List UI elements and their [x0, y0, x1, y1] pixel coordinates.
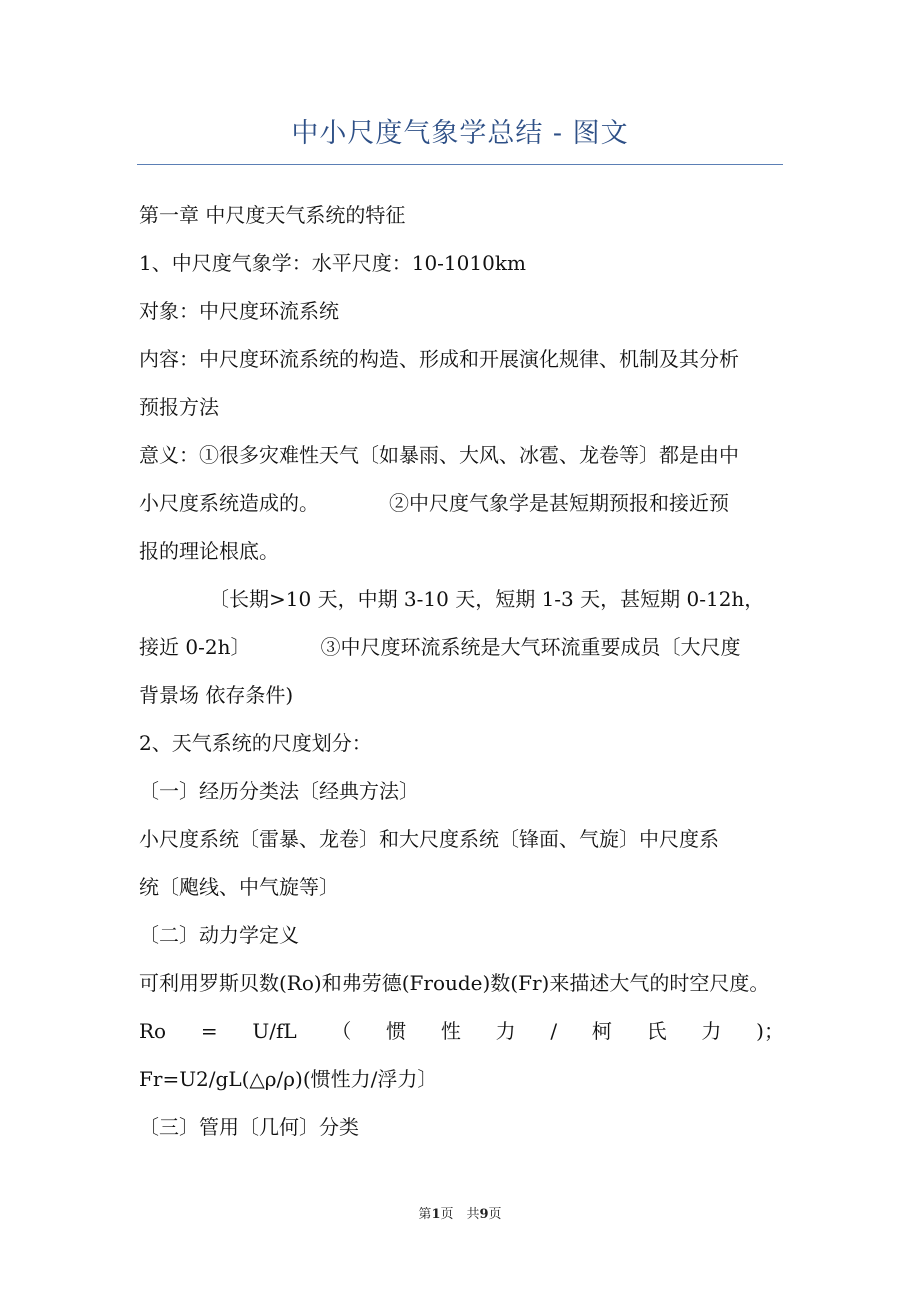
paragraph-line: 背景场 依存条件) [139, 683, 294, 707]
paragraph-line: 小尺度系统〔雷暴、龙卷〕和大尺度系统〔锋面、气旋〕中尺度系 [139, 827, 719, 851]
formula-token: 性 [440, 1019, 461, 1043]
formula-token: 力 [701, 1019, 722, 1043]
current-page-number: 1 [431, 1207, 441, 1222]
paragraph-line: 小尺度系统造成的。 ②中尺度气象学是甚短期预报和接近预 [139, 491, 729, 515]
paragraph-line: 统〔飑线、中气旋等〕 [139, 875, 339, 899]
formula-token: 力 [495, 1019, 516, 1043]
formula-token: （ [331, 1019, 352, 1043]
footer-prefix: 第 [418, 1207, 432, 1222]
formula-token: 惯 [386, 1019, 407, 1043]
subsection-heading: 〔一〕经历分类法〔经典方法〕 [139, 779, 419, 803]
formula-token: 柯 [591, 1019, 612, 1043]
paragraph-line: 可利用罗斯贝数(Ro)和弗劳德(Froude)数(Fr)来描述大气的时空尺度。 [139, 971, 770, 995]
paragraph-line: 报的理论根底。 [139, 539, 279, 563]
paragraph-line: 对象：中尺度环流系统 [139, 299, 339, 323]
formula-token: U/fL [252, 1019, 297, 1043]
paragraph-line: 预报方法 [139, 395, 219, 419]
formula-token: )； [756, 1019, 784, 1043]
document-title: 中小尺度气象学总结 - 图文 [291, 118, 629, 149]
paragraph-line: 内容：中尺度环流系统的构造、形成和开展演化规律、机制及其分析 [139, 347, 739, 371]
paragraph-line: 接近 0-2h〕 ③中尺度环流系统是大气环流重要成员〔大尺度 [139, 635, 741, 659]
formula-token: = [200, 1019, 218, 1043]
footer-middle: 页 共 [440, 1207, 480, 1222]
footer-suffix: 页 [488, 1207, 502, 1222]
formula-token: Ro [139, 1019, 167, 1043]
document-body [139, 191, 784, 1151]
subsection-heading: 〔三〕管用〔几何〕分类 [139, 1115, 359, 1139]
chapter-heading: 第一章 中尺度天气系统的特征 [139, 203, 406, 227]
title-underline [137, 164, 783, 165]
total-page-number: 9 [479, 1207, 489, 1222]
formula-token: / [550, 1019, 558, 1043]
rossby-formula-line [139, 1007, 784, 1055]
formula-token: 氏 [646, 1019, 667, 1043]
section-heading: 2、天气系统的尺度划分： [139, 731, 372, 755]
froude-formula-line: Fr=U2/gL(△ρ/ρ)(惯性力/浮力〕 [139, 1067, 438, 1091]
paragraph-line: 1、中尺度气象学：水平尺度：10-1010km [139, 251, 526, 275]
paragraph-line: 意义：①很多灾难性天气〔如暴雨、大风、冰雹、龙卷等〕都是由中 [139, 443, 739, 467]
subsection-heading: 〔二〕动力学定义 [139, 923, 299, 947]
page-footer [0, 1203, 920, 1227]
paragraph-line: 〔长期>10 天，中期 3-10 天，短期 1-3 天，甚短期 0-12h， [139, 587, 765, 611]
